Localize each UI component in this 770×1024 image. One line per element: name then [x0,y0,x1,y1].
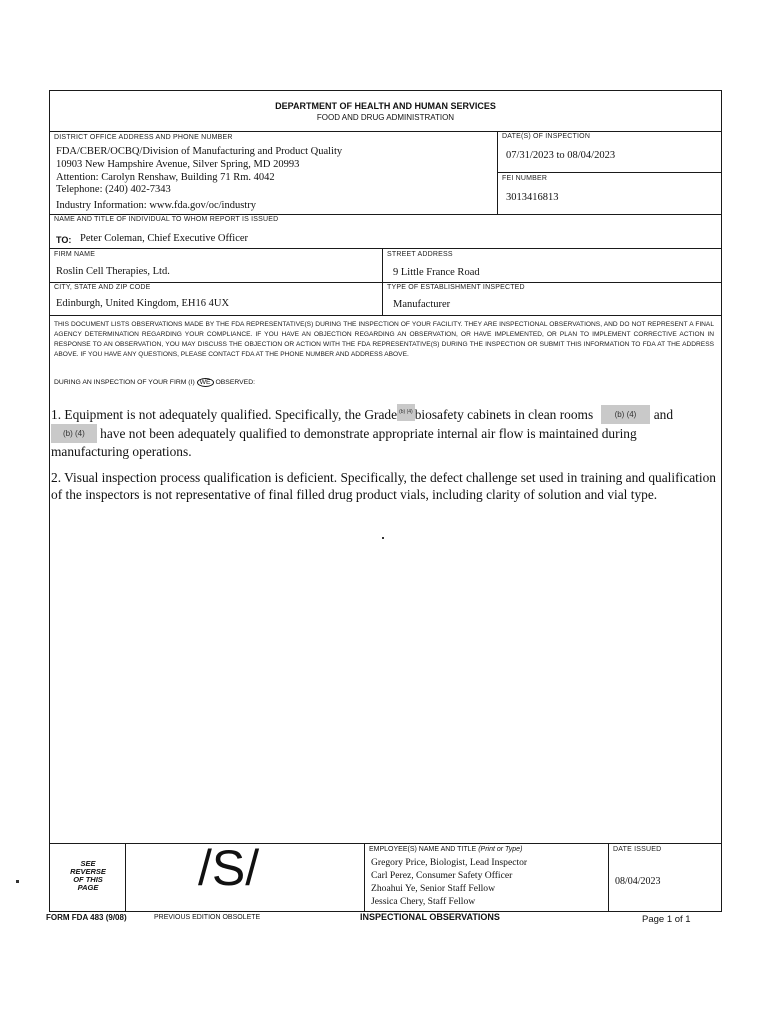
stray-mark [382,537,384,539]
employee-label [369,846,522,853]
date-issued-label: DATE ISSUED [613,846,662,853]
to-label: TO: [56,235,72,245]
see-reverse-line: REVERSE [70,867,106,876]
employee-name: Jessica Chery, Staff Fellow [371,896,476,907]
rule [49,282,722,283]
dates-label: DATE(S) OF INSPECTION [502,133,591,140]
city-label: CITY, STATE AND ZIP CODE [54,284,151,291]
fei-label: FEI NUMBER [502,175,548,182]
obs1-text: and [653,407,674,422]
rule [608,843,609,912]
rule [49,131,722,132]
district-label: DISTRICT OFFICE ADDRESS AND PHONE NUMBER [54,134,233,141]
district-line: Attention: Carolyn Renshaw, Building 71 Rm. 4042 [56,172,275,183]
recipient-label: NAME AND TITLE OF INDIVIDUAL TO WHOM REPORT IS ISSUED [54,216,279,223]
rule [497,172,722,173]
dates-value: 07/31/2023 to 08/04/2023 [506,150,616,161]
date-issued-value: 08/04/2023 [615,876,661,887]
rule [49,248,722,249]
employee-name: Carl Perez, Consumer Safety Officer [371,870,513,881]
employee-name: Zhoahui Ye, Senior Staff Fellow [371,883,496,894]
during-line [54,378,255,387]
during-suffix: OBSERVED: [215,379,256,386]
firm-label: FIRM NAME [54,251,96,258]
during-prefix: DURING AN INSPECTION OF YOUR FIRM (I) [54,379,195,386]
stray-mark [16,880,19,883]
obs1-text: biosafety cabinets in clean rooms [414,407,594,422]
rule [49,843,722,844]
district-line: FDA/CBER/OCBQ/Division of Manufacturing and Product Quality [56,146,343,157]
redaction-b4: (b) (4) [397,404,415,421]
disclaimer-text: THIS DOCUMENT LISTS OBSERVATIONS MADE BY THE FDA REPRESENTATIVE(S) DURING THE INSPECTION OF YOUR FACILITY. THEY ARE INSPECTIONAL OBSERVATIONS, AND DO NOT REPRESENT A FINAL AGENCY DETERMINATION REGARDING YOUR COMPLIANCE. IF YOU HAVE AN OBJECTION REGARDING AN OBSERVATION, OR HAVE IMPLEMENTED, OR PLAN TO IMPLEMENT CORRECTIVE ACTION IN RESPONSE TO AN OBSERVATION, YOU MAY DISCUSS THE OBJECTION OR ACTION WITH THE FDA REPRESENTATIVE(S) DURING THE INSPECTION OR SUBMIT THIS INFORMATION TO FDA AT THE ADDRESS ABOVE. IF YOU HAVE ANY QUESTIONS, PLEASE CONTACT FDA AT THE PHONE NUMBER AND ADDRESS ABOVE. [54,321,714,358]
obs1-text: have not been adequately qualified to demonstrate appropriate internal air flow is maintained during [100,426,637,441]
street-label: STREET ADDRESS [387,251,453,258]
form-title: INSPECTIONAL OBSERVATIONS [360,912,500,922]
obs1-text: 1. Equipment is not adequately qualified. Specifically, the Grade [51,407,398,422]
street-value: 9 Little France Road [393,267,480,278]
employee-label-note: (Print or Type) [478,846,523,853]
employee-name: Gregory Price, Biologist, Lead Inspector [371,857,528,868]
obs1-text: manufacturing operations. [51,444,192,459]
previous-edition: PREVIOUS EDITION OBSOLETE [154,914,261,921]
district-line: Industry Information: www.fda.gov/oc/industry [56,200,256,211]
firm-value: Roslin Cell Therapies, Ltd. [56,266,170,277]
see-reverse-line: SEE [80,859,96,868]
department-title: DEPARTMENT OF HEALTH AND HUMAN SERVICES [275,101,496,111]
see-reverse [58,860,118,892]
recipient-value: Peter Coleman, Chief Executive Officer [80,233,249,244]
rule [125,843,126,912]
establishment-value: Manufacturer [393,299,451,310]
redaction-b4: (b) (4) [51,424,97,443]
establishment-label: TYPE OF ESTABLISHMENT INSPECTED [387,284,525,291]
see-reverse-line: OF THIS [73,875,103,884]
during-circled: WE [197,378,214,387]
observation-2: 2. Visual inspection process qualification is deficient. Specifically, the defect challenge set used in training and qualification of the inspectors is not representative of final filled drug product vials, including clarity of solution and vial type. [51,470,716,502]
rule [49,214,722,215]
agency-title: FOOD AND DRUG ADMINISTRATION [316,113,455,122]
observation-1 [51,404,716,460]
rule [364,843,365,912]
rule [49,315,722,316]
page-number: Page 1 of 1 [642,914,691,925]
signature-mark: /S/ [198,840,260,896]
redaction-b4: (b) (4) [601,405,651,424]
fei-value: 3013416813 [506,192,559,203]
form-number: FORM FDA 483 (9/08) [46,913,127,922]
district-line: 10903 New Hampshire Avenue, Silver Spring, MD 20993 [56,159,300,170]
see-reverse-line: PAGE [77,883,99,892]
employee-label-text: EMPLOYEE(S) NAME AND TITLE [369,846,477,853]
city-value: Edinburgh, United Kingdom, EH16 4UX [56,298,230,309]
district-line: Telephone: (240) 402-7343 [56,184,171,195]
